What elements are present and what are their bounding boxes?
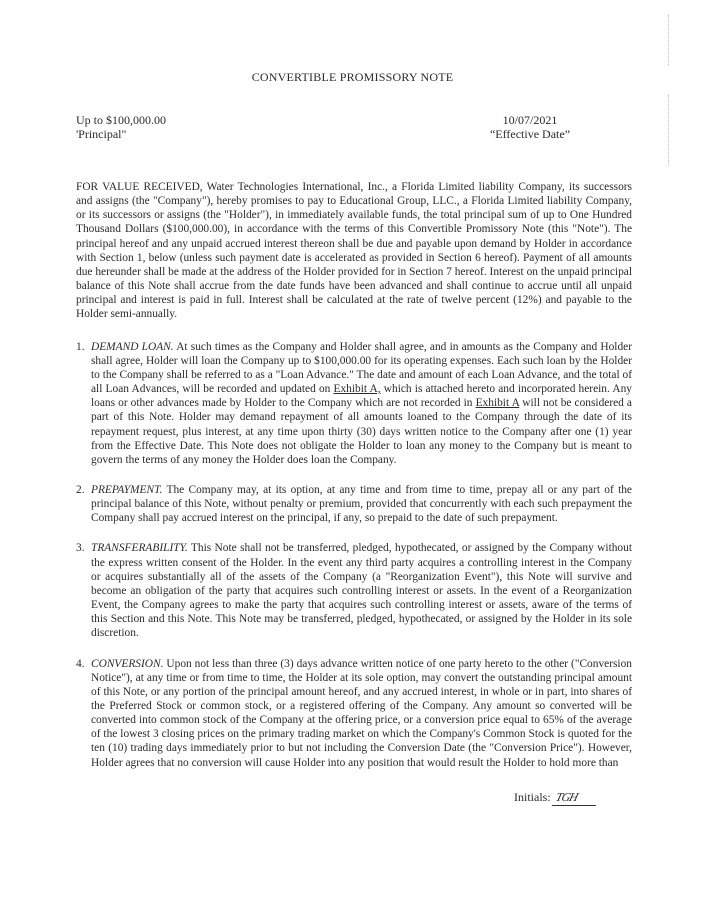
initials-signature: TGH [551,789,600,806]
section-4-conversion [76,657,632,770]
section-1-demand-loan [76,340,632,467]
exhibit-a-reference: Exhibit A, [333,383,381,396]
exhibit-a-reference: Exhibit A [475,397,520,410]
section-text: will not be considered a part of this Note. Holder may demand repayment of all amounts loaned to the Company through the date of its repayment request, plus interest, at any time upon thirty (30) days written notice to the Company after one (1) year from the Effective Date. This Note does not obligate the Holder to loan any money to the Company but is meant to govern the terms of any money the Holder does loan the Company. [91,397,632,466]
section-number: 1. [76,340,85,353]
principal-amount: Up to $100,000.00 [76,113,166,127]
effective-date: 10/07/2021 [502,113,558,127]
section-heading: PREPAYMENT. [91,483,163,496]
section-3-transferability [76,541,632,640]
principal-label: 'Principal" [76,127,127,141]
section-text: which is attached hereto and incorporated herein. Any loans or other advances made by Holder to the Company which are not recorded in [91,383,632,410]
initials-label: Initials: [514,789,551,804]
effective-date-label: “Effective Date” [489,127,571,141]
scan-edge-mark [668,15,670,65]
effective-date-block [470,113,590,141]
section-heading: TRANSFERABILITY. [91,542,188,555]
section-heading: DEMAND LOAN. [91,340,174,353]
section-text: The Company may, at its option, at any time and from time to time, prepay all or any part of the principal balance of this Note, without penalty or premium, provided that concurrently with each such prepayment the Company shall pay accrued interest on the principal, if any, so prepaid to the date of such prepayment. [91,483,632,525]
section-2-prepayment [76,483,632,525]
intro-paragraph: FOR VALUE RECEIVED, Water Technologies International, Inc., a Florida Limited liability Company, its successors and assigns (the "Company"), hereby promises to pay to Educational Group, LLC., a Florida Limited liability Company, or its successors or assigns (the "Holder"), in immediately available funds, the total principal sum of up to One Hundred Thousand Dollars ($100,000.00), in accordance with the terms of this Convertible Promissory Note (this "Note"). The principal hereof and any unpaid accrued interest thereon shall be due and payable upon demand by Holder in accordance with Section 1, below (unless such payment date is accelerated as provided in Section 6 hereof). Payment of all amounts due hereunder shall be made at the address of the Holder provided for in Section 7 hereof. Interest on the unpaid principal balance of this Note shall accrue from the date funds have been advanced and shall continue to accrue until all unpaid principal and interest is paid in full. Interest shall be calculated at the rate of twelve percent (12%) and payable to the Holder semi-annually. [76,181,632,321]
section-text: This Note shall not be transferred, pledged, hypothecated, or assigned by the Company without the express written consent of the Holder. In the event any third party acquires a controlling interest in the Company or acquires substantially all of the assets of the Company (a "Reorganization Event"), this Note will survive and become an obligation of the party that acquires such controlling interest or assets. In the event of a Reorganization Event, the Company agrees to make the party that acquires such controlling interest or assets, aware of the terms of this Section and this Note. This Note may be transferred, pledged, hypothecated, or assigned by the Holder in its sole discretion. [91,542,632,640]
section-text: At such times as the Company and Holder shall agree, and in amounts as the Company and Holder shall agree, Holder will loan the Company up to $100,000.00 for its operating expenses. Each such loan by the Holder to the Company shall be referred to as a "Loan Advance." The date and amount of each Loan Advance, and the total of all Loan Advances, will be recorded and updated on [91,340,632,396]
section-heading: CONVERSION. [91,657,164,670]
section-text: Upon not less than three (3) days advance written notice of one party hereto to the other ("Conversion Notice"), at any time or from time to time, the Holder at its sole option, may convert the outstanding principal amount of this Note, or any portion of the principal amount hereof, and any accrued interest, in whole or in part, into shares of the Preferred Stock or common stock, or a registered offering of the Company. Any amount so converted will be converted into common stock of the Company at the offering price, or a conversion price equal to 65% of the average of the lowest 3 closing prices on the primary trading market on which the Company's Common Stock is quoted for the ten (10) trading days immediately prior to but not including the Conversion Date (the "Conversion Price"). However, Holder agrees that no conversion will cause Holder into any position that would result the Holder to hold more than [91,657,632,769]
initials-block [514,788,705,806]
document-title: CONVERTIBLE PROMISSORY NOTE [251,70,454,84]
section-number: 4. [76,657,85,670]
scan-edge-mark [668,95,670,165]
section-number: 3. [76,542,85,555]
section-number: 2. [76,483,85,496]
principal-block [76,113,166,141]
header-row [0,113,705,143]
